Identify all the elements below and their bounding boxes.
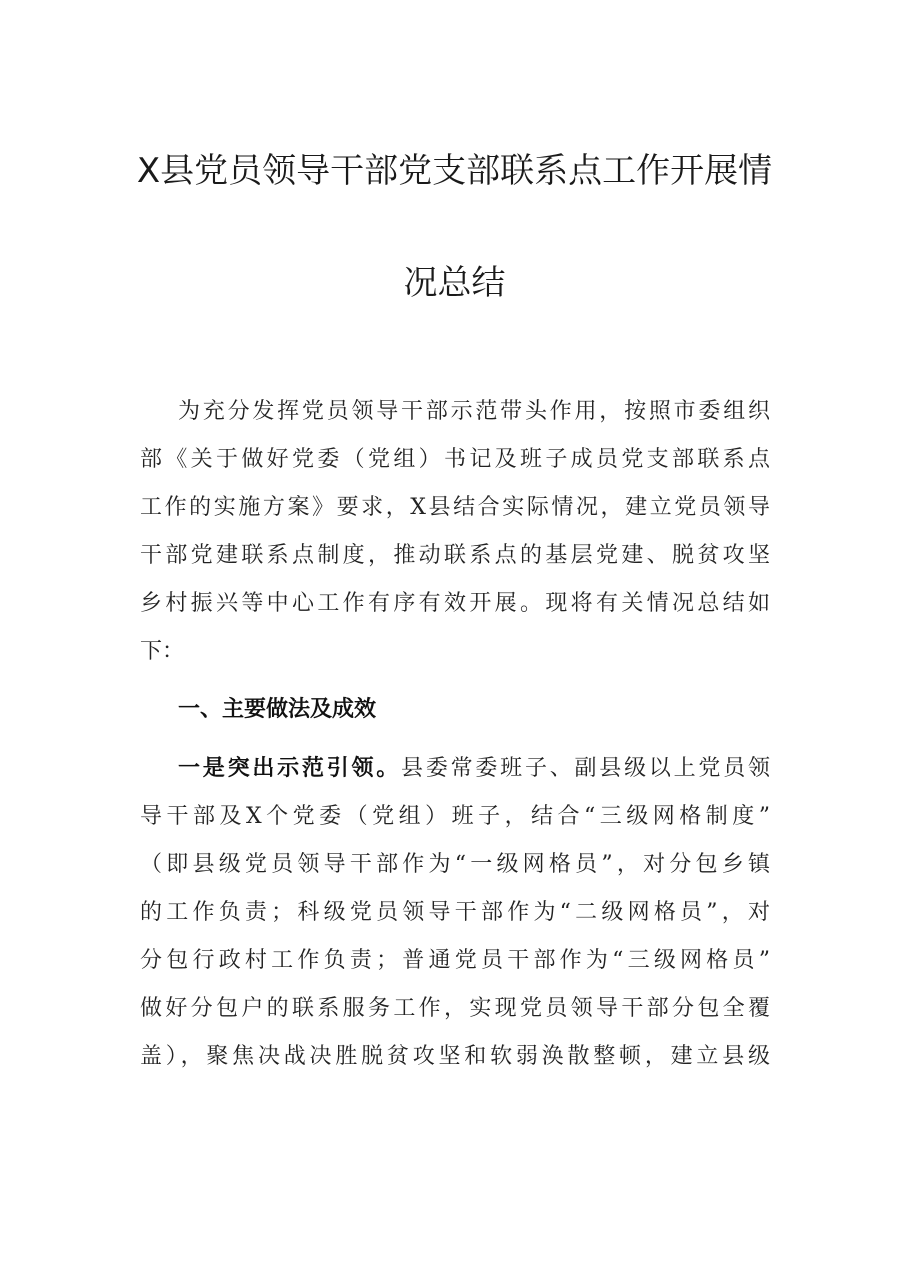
document-title-line-1: X县党员领导干部党支部联系点工作开展情	[136, 151, 773, 191]
paragraph1-line-4: 的工作负责；科级党员领导干部作为“二级网格员”，对	[140, 900, 770, 925]
intro-line-1: 为充分发挥党员领导干部示范带头作用，按照市委组织	[178, 399, 770, 424]
paragraph1-line-1	[178, 754, 770, 784]
paragraph1-line-6: 做好分包户的联系服务工作，实现党员领导干部分包全覆	[140, 996, 770, 1021]
paragraph1-line-7: 盖），聚焦决战决胜脱贫攻坚和软弱涣散整顿，建立县级	[140, 1044, 770, 1069]
intro-line-6: 下：	[140, 639, 185, 664]
intro-line-2: 部《关于做好党委（党组）书记及班子成员党支部联系点	[140, 447, 770, 472]
paragraph1-line-3: （即县级党员领导干部作为“一级网格员”，对分包乡镇	[140, 852, 770, 877]
paragraph1-lead: 一是突出示范引领。	[178, 756, 402, 781]
paragraph1-line-1-rest: 县委常委班子、副县级以上党员领	[401, 756, 770, 781]
paragraph1-line-2: 导干部及X个党委（党组）班子，结合“三级网格制度”	[140, 804, 770, 829]
section-heading-1: 一、主要做法及成效	[178, 697, 377, 722]
intro-line-4: 干部党建联系点制度，推动联系点的基层党建、脱贫攻坚	[140, 543, 770, 568]
paragraph1-line-5: 分包行政村工作负责；普通党员干部作为“三级网格员”	[140, 948, 770, 973]
document-title-line-2: 况总结	[403, 263, 506, 303]
intro-line-5: 乡村振兴等中心工作有序有效开展。现将有关情况总结如	[140, 591, 770, 616]
intro-line-3: 工作的实施方案》要求，X县结合实际情况，建立党员领导	[140, 495, 770, 520]
